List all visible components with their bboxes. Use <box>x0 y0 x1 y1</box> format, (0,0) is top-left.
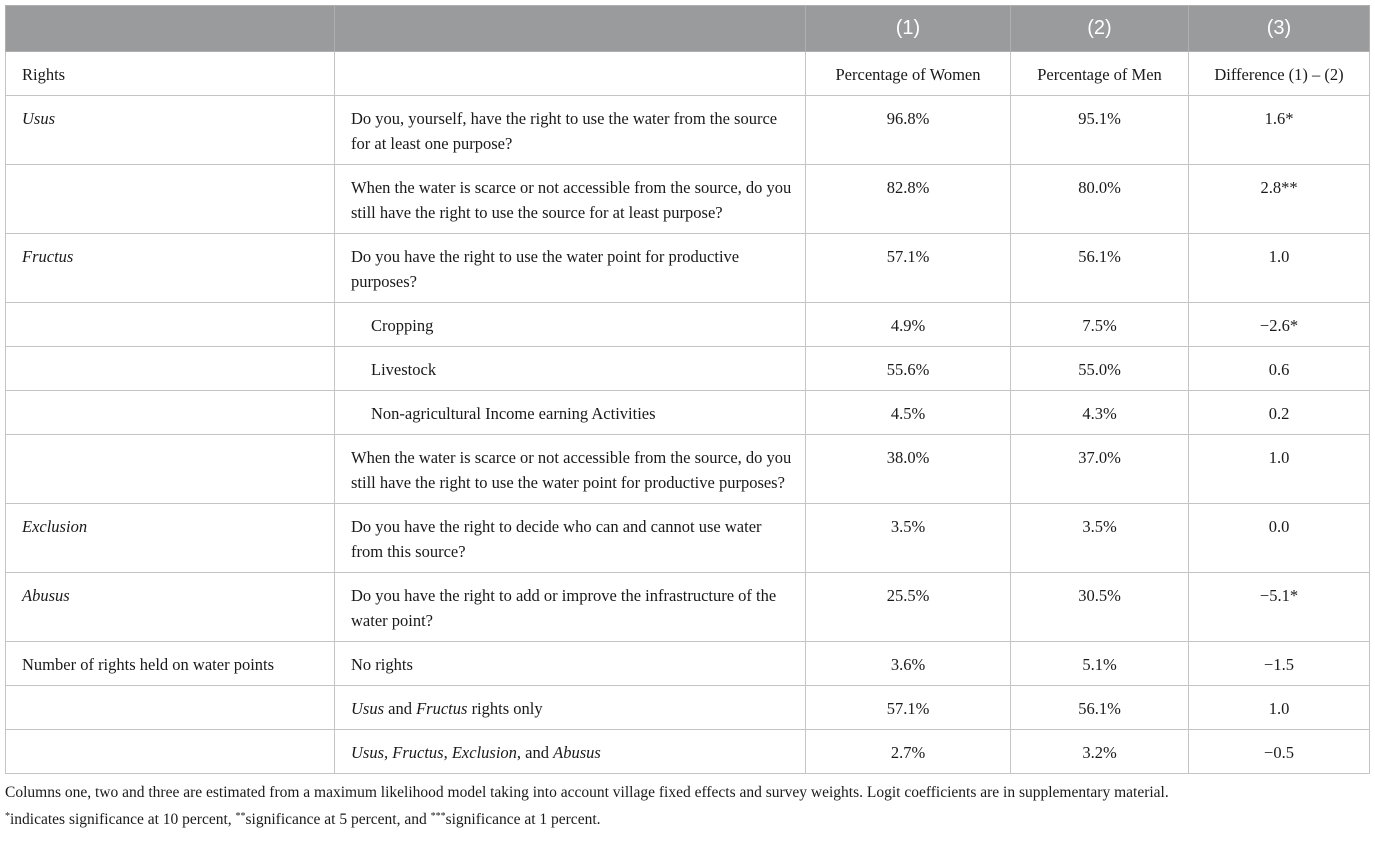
rights-category-cell <box>6 347 335 391</box>
difference-cell: 0.0 <box>1189 504 1370 573</box>
question-cell: No rights <box>335 642 806 686</box>
women-percentage-cell: 2.7% <box>806 730 1011 774</box>
header-blank-1 <box>6 6 335 52</box>
rights-category-cell <box>6 686 335 730</box>
rights-category-cell <box>6 303 335 347</box>
rights-category-cell: Exclusion <box>6 504 335 573</box>
difference-cell: 1.0 <box>1189 234 1370 303</box>
men-percentage-cell: 3.5% <box>1011 504 1189 573</box>
table-row <box>6 165 1370 234</box>
difference-cell: −0.5 <box>1189 730 1370 774</box>
question-cell: When the water is scarce or not accessible from the source, do you still have the right to use the source for at least purpose? <box>335 165 806 234</box>
question-cell: Usus, Fructus, Exclusion, and Abusus <box>335 730 806 774</box>
question-cell: When the water is scarce or not accessible from the source, do you still have the right to use the water point for productive purposes? <box>335 435 806 504</box>
men-percentage-cell: 56.1% <box>1011 686 1189 730</box>
table-row <box>6 303 1370 347</box>
rights-category-cell: Abusus <box>6 573 335 642</box>
men-percentage-cell: 30.5% <box>1011 573 1189 642</box>
table-row <box>6 730 1370 774</box>
table-footnotes <box>5 781 1369 832</box>
men-percentage-cell: 7.5% <box>1011 303 1189 347</box>
difference-cell: 1.0 <box>1189 435 1370 504</box>
question-cell: Do you have the right to add or improve the infrastructure of the water point? <box>335 573 806 642</box>
table-container <box>5 5 1369 832</box>
header-row <box>6 6 1370 52</box>
question-cell: Usus and Fructus rights only <box>335 686 806 730</box>
difference-cell: −1.5 <box>1189 642 1370 686</box>
women-percentage-cell: 3.5% <box>806 504 1011 573</box>
subheader-rights: Rights <box>6 52 335 96</box>
table-row <box>6 686 1370 730</box>
table-row <box>6 391 1370 435</box>
header-col-3: (3) <box>1189 6 1370 52</box>
question-cell: Do you have the right to use the water point for productive purposes? <box>335 234 806 303</box>
subheader-men: Percentage of Men <box>1011 52 1189 96</box>
question-cell: Livestock <box>335 347 806 391</box>
difference-cell: 0.2 <box>1189 391 1370 435</box>
question-cell: Cropping <box>335 303 806 347</box>
table-row <box>6 435 1370 504</box>
difference-cell: −2.6* <box>1189 303 1370 347</box>
rights-category-cell <box>6 435 335 504</box>
women-percentage-cell: 4.9% <box>806 303 1011 347</box>
table-row <box>6 234 1370 303</box>
table-row <box>6 573 1370 642</box>
men-percentage-cell: 95.1% <box>1011 96 1189 165</box>
subheader-difference: Difference (1) – (2) <box>1189 52 1370 96</box>
table-row <box>6 642 1370 686</box>
footnote-significance: *indicates significance at 10 percent, **significance at 5 percent, and ***significance at 1 percent. <box>5 811 601 828</box>
header-col-1: (1) <box>806 6 1011 52</box>
women-percentage-cell: 82.8% <box>806 165 1011 234</box>
women-percentage-cell: 3.6% <box>806 642 1011 686</box>
difference-cell: 1.6* <box>1189 96 1370 165</box>
women-percentage-cell: 4.5% <box>806 391 1011 435</box>
women-percentage-cell: 57.1% <box>806 234 1011 303</box>
men-percentage-cell: 3.2% <box>1011 730 1189 774</box>
header-col-2: (2) <box>1011 6 1189 52</box>
question-cell: Non-agricultural Income earning Activities <box>335 391 806 435</box>
difference-cell: −5.1* <box>1189 573 1370 642</box>
question-cell: Do you, yourself, have the right to use the water from the source for at least one purpose? <box>335 96 806 165</box>
rights-category-cell: Fructus <box>6 234 335 303</box>
men-percentage-cell: 4.3% <box>1011 391 1189 435</box>
women-percentage-cell: 38.0% <box>806 435 1011 504</box>
men-percentage-cell: 55.0% <box>1011 347 1189 391</box>
women-percentage-cell: 55.6% <box>806 347 1011 391</box>
footnote-method: Columns one, two and three are estimated from a maximum likelihood model taking into account village fixed effects and survey weights. Logit coefficients are in supplementary material. <box>5 784 1169 801</box>
women-percentage-cell: 25.5% <box>806 573 1011 642</box>
rights-table <box>5 5 1370 774</box>
rights-category-cell: Number of rights held on water points <box>6 642 335 686</box>
question-cell: Do you have the right to decide who can and cannot use water from this source? <box>335 504 806 573</box>
table-row <box>6 347 1370 391</box>
men-percentage-cell: 56.1% <box>1011 234 1189 303</box>
difference-cell: 2.8** <box>1189 165 1370 234</box>
men-percentage-cell: 80.0% <box>1011 165 1189 234</box>
difference-cell: 1.0 <box>1189 686 1370 730</box>
header-blank-2 <box>335 6 806 52</box>
men-percentage-cell: 37.0% <box>1011 435 1189 504</box>
rights-category-cell <box>6 391 335 435</box>
men-percentage-cell: 5.1% <box>1011 642 1189 686</box>
rights-category-cell <box>6 730 335 774</box>
rights-category-cell: Usus <box>6 96 335 165</box>
women-percentage-cell: 57.1% <box>806 686 1011 730</box>
subheader-blank <box>335 52 806 96</box>
subheader-women: Percentage of Women <box>806 52 1011 96</box>
table-row <box>6 96 1370 165</box>
table-row <box>6 504 1370 573</box>
difference-cell: 0.6 <box>1189 347 1370 391</box>
rights-category-cell <box>6 165 335 234</box>
women-percentage-cell: 96.8% <box>806 96 1011 165</box>
subheader-row <box>6 52 1370 96</box>
